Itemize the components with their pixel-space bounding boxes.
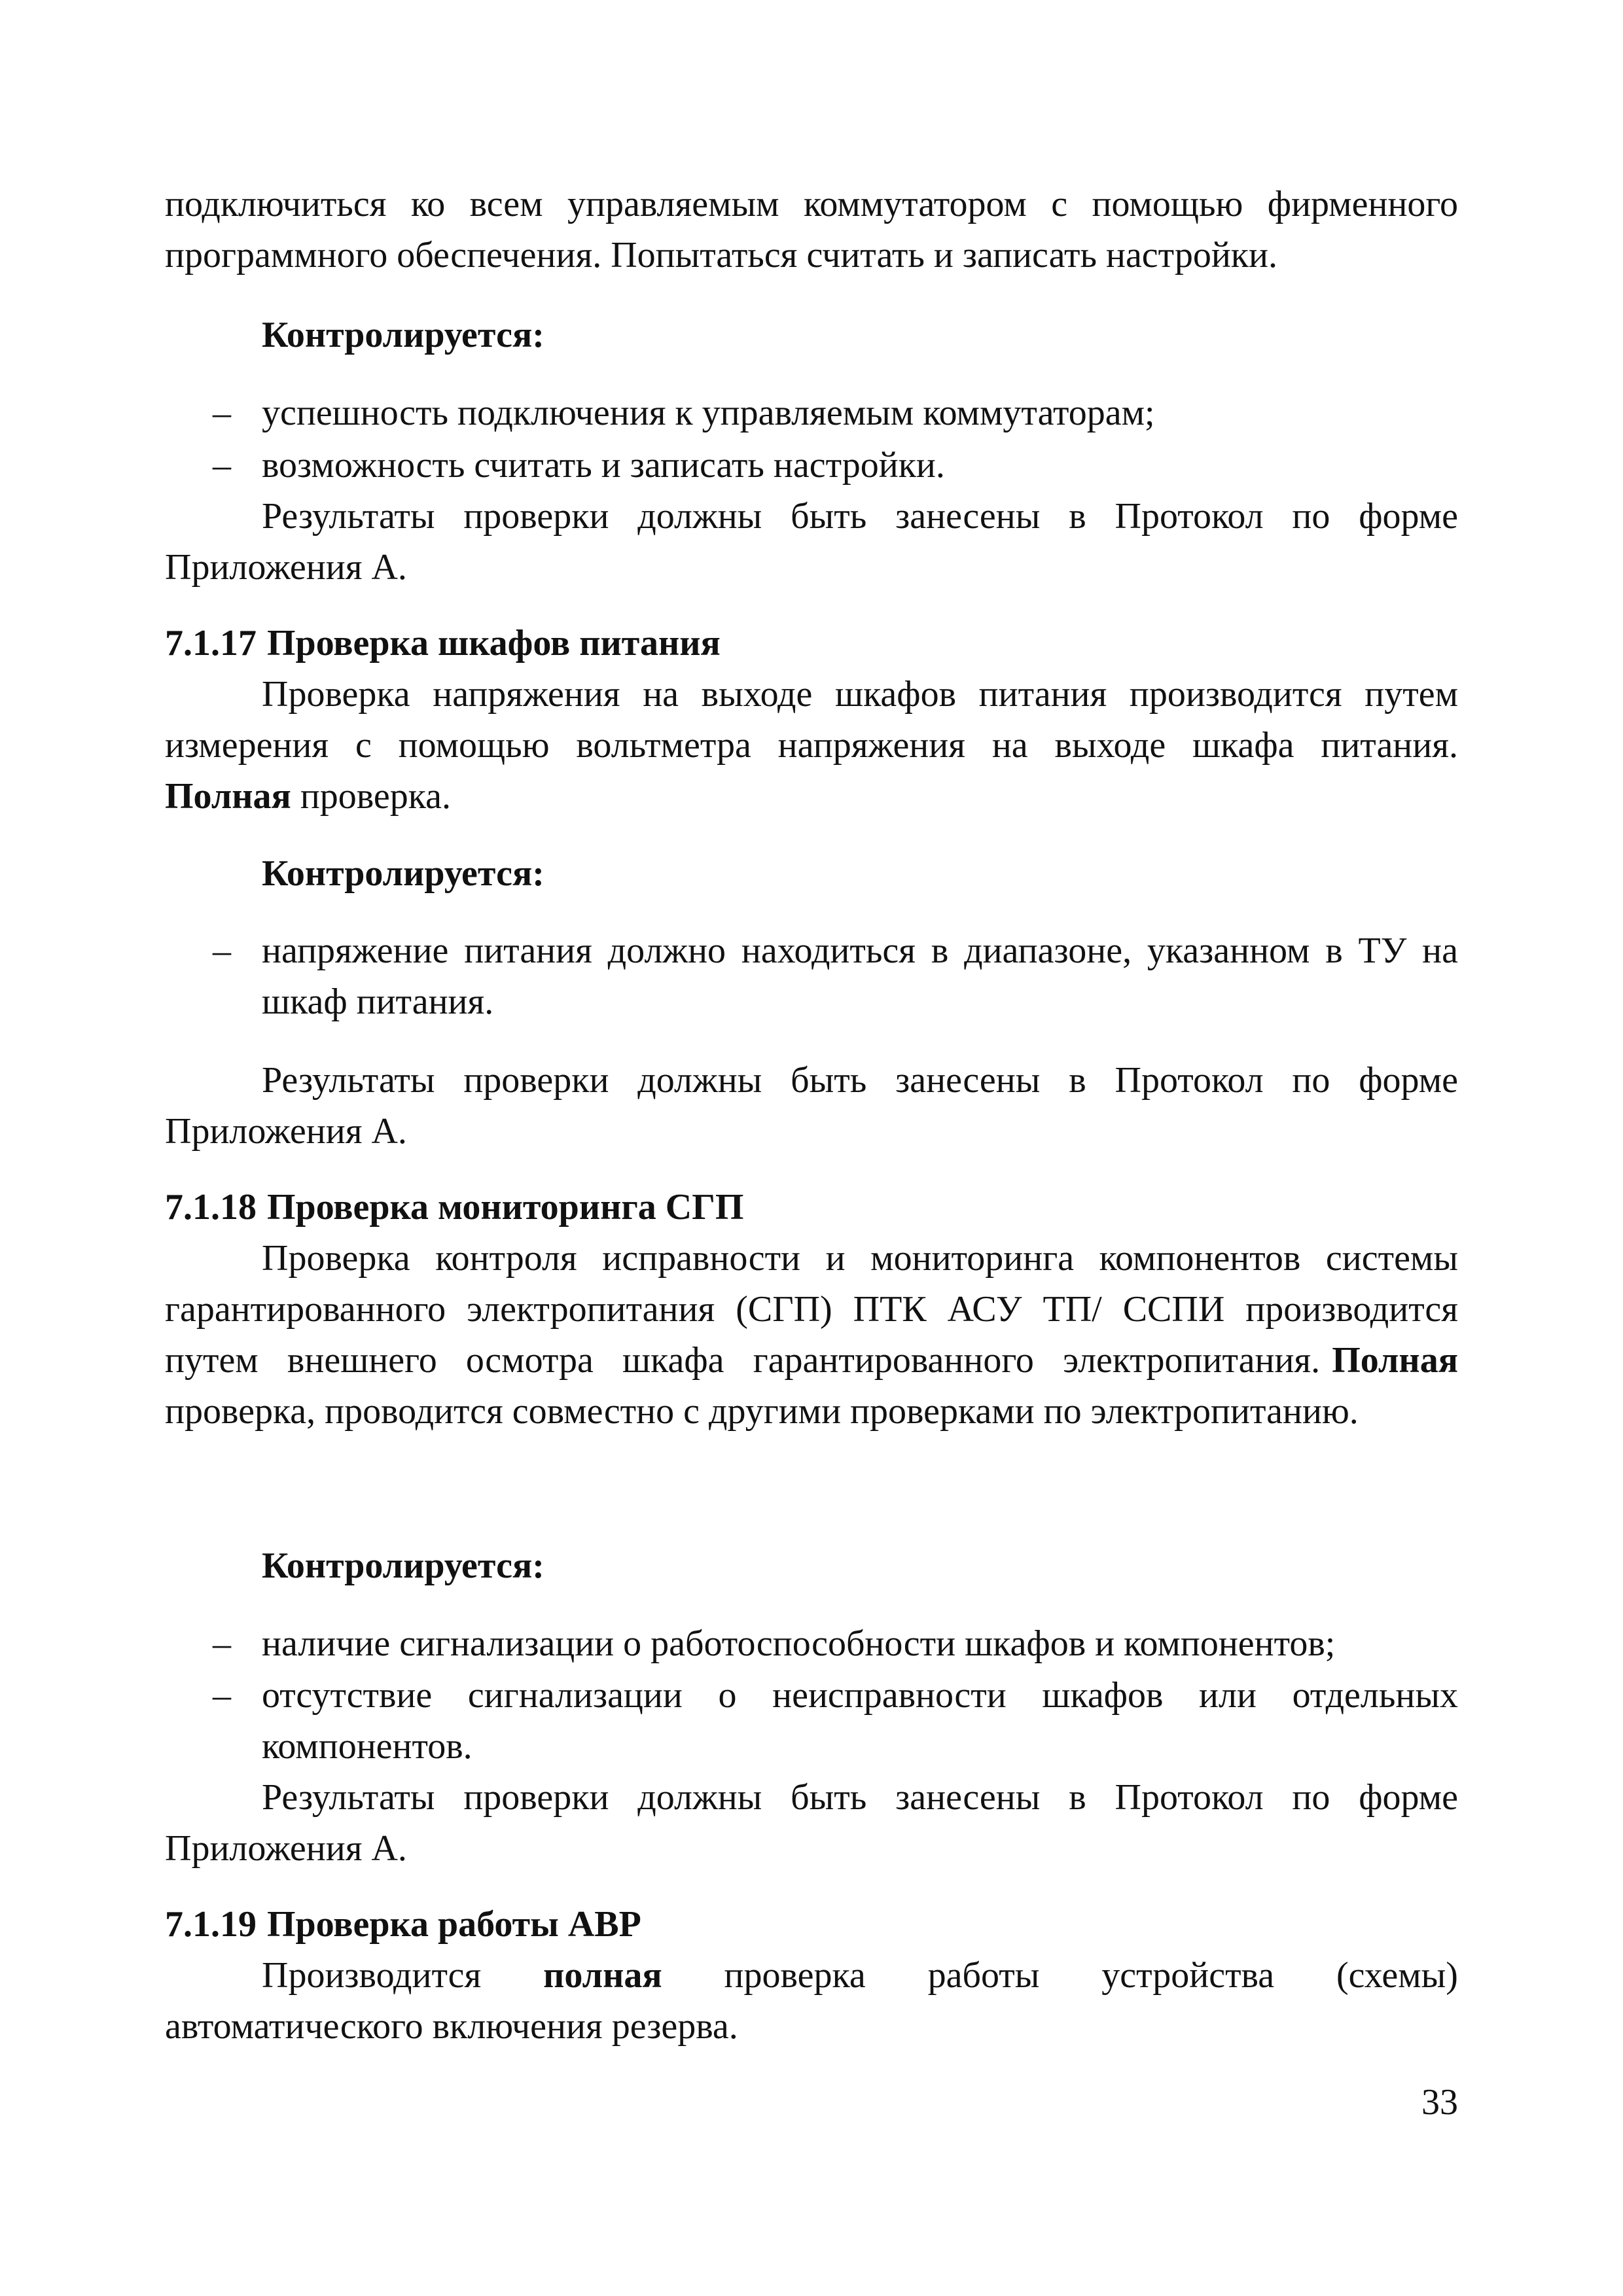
body-line-3 [165, 778, 451, 815]
body-word: (схемы) [1336, 1955, 1458, 1996]
bullet-dash: – [213, 1623, 231, 1664]
controlled-label: Контролируется: [262, 315, 544, 355]
list-item-line-1: отсутствие сигнализации о неисправности шкафов или отдельных [262, 1675, 1458, 1716]
body-line-1: Проверка контроля исправности и мониторинга компонентов системы [262, 1238, 1458, 1279]
list-item-line-2: шкаф питания. [262, 981, 494, 1022]
list-item: успешность подключения к управляемым коммутаторам; [262, 393, 1155, 433]
body-line-2: автоматического включения резерва. [165, 2006, 738, 2047]
section-number: 7.1.18 [165, 1187, 257, 1227]
section-heading-7-1-17 [165, 625, 721, 662]
section-title: Проверка шкафов питания [267, 623, 721, 663]
bullet-dash: – [213, 445, 231, 486]
bold-term: Полная [165, 776, 291, 817]
bullet-dash: – [213, 1675, 231, 1716]
body-line-2: измерения с помощью вольтметра напряжения на выходе шкафа питания. [165, 725, 1458, 766]
body-line-1 [262, 1957, 1458, 1994]
body-word: работы [927, 1955, 1040, 1996]
controlled-label: Контролируется: [262, 1545, 544, 1586]
controlled-label: Контролируется: [262, 853, 544, 894]
section-heading-7-1-19 [165, 1906, 641, 1943]
bullet-dash: – [213, 930, 231, 971]
bold-term: Полная [1332, 1340, 1458, 1381]
result-line-2: Приложения А. [165, 1828, 407, 1869]
result-line-2: Приложения А. [165, 547, 407, 588]
body-line-3 [165, 1342, 1458, 1379]
body-word: Производится [262, 1955, 482, 1996]
section-number: 7.1.19 [165, 1904, 257, 1945]
body-text: проверка. [291, 776, 451, 817]
section-title: Проверка мониторинга СГП [267, 1187, 744, 1227]
intro-line-1: подключиться ко всем управляемым коммутатором с помощью фирменного [165, 184, 1458, 224]
body-line-1: Проверка напряжения на выходе шкафов питания производится путем [262, 674, 1458, 715]
body-line-2: гарантированного электропитания (СГП) ПТК АСУ ТП/ ССПИ производится [165, 1289, 1458, 1330]
list-item-line-2: компонентов. [262, 1726, 473, 1767]
body-line-4: проверка, проводится совместно с другими проверками по электропитанию. [165, 1391, 1359, 1432]
result-line-1: Результаты проверки должны быть занесены в Протокол по форме [262, 1777, 1458, 1818]
result-line-1: Результаты проверки должны быть занесены в Протокол по форме [262, 496, 1458, 537]
bold-term: полная [543, 1955, 662, 1996]
page-number: 33 [1421, 2082, 1458, 2123]
result-line-1: Результаты проверки должны быть занесены в Протокол по форме [262, 1060, 1458, 1101]
body-word: устройства [1101, 1955, 1275, 1996]
list-item: наличие сигнализации о работоспособности шкафов и компонентов; [262, 1623, 1336, 1664]
section-heading-7-1-18 [165, 1189, 743, 1226]
result-line-2: Приложения А. [165, 1111, 407, 1152]
section-title: Проверка работы АВР [267, 1904, 641, 1945]
section-number: 7.1.17 [165, 623, 257, 663]
bullet-dash: – [213, 393, 231, 433]
body-text: путем внешнего осмотра шкафа гарантированного электропитания. [165, 1340, 1321, 1381]
intro-line-2: программного обеспечения. Попытаться считать и записать настройки. [165, 235, 1277, 275]
body-word: проверка [724, 1955, 866, 1996]
list-item: возможность считать и записать настройки. [262, 445, 945, 486]
list-item-line-1: напряжение питания должно находиться в диапазоне, указанном в ТУ на [262, 930, 1458, 971]
